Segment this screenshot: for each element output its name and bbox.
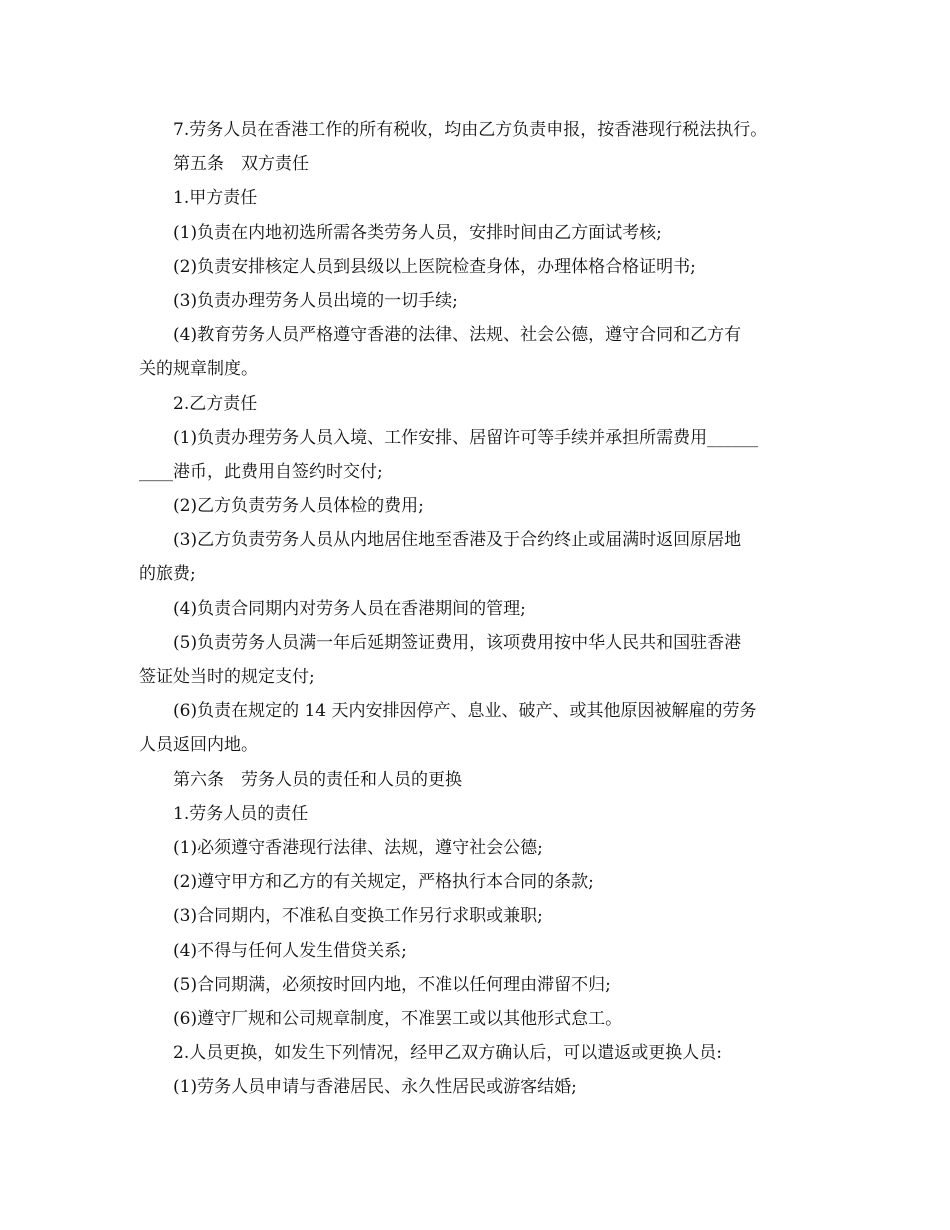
text-line: 7.劳务人员在香港工作的所有税收，均由乙方负责申报，按香港现行税法执行。 [173,120,768,140]
text-line: (2)乙方负责劳务人员体检的费用; [173,496,424,517]
document-body [139,113,814,1104]
text-line: (2)负责安排核定人员到县级以上医院检查身体，办理体格合格证明书; [173,256,696,277]
text-line: (4)教育劳务人员严格遵守香港的法律、法规、社会公德，遵守合同和乙方有 [173,325,742,346]
text-line: (1)必须遵守香港现行法律、法规，遵守社会公德; [173,837,543,858]
text-line: (6)负责在规定的 14 天内安排因停产、息业、破产、或其他原因被解雇的劳务 [173,701,757,722]
text-line: 1.甲方责任 [173,188,258,209]
text-line: (2)遵守甲方和乙方的有关规定，严格执行本合同的条款; [173,872,594,893]
text-line: 关的规章制度。 [139,359,258,380]
text-line: (4)不得与任何人发生借贷关系; [173,940,407,961]
text-line: 2.乙方责任 [173,393,258,414]
text-line: (3)乙方负责劳务人员从内地居住地至香港及于合约终止或届满时返回原居地 [173,530,742,551]
text-line: 第五条 双方责任 [173,154,309,175]
text-line: (3)负责办理劳务人员出境的一切手续; [173,290,458,311]
text-line: (5)负责劳务人员满一年后延期签证费用，该项费用按中华人民共和国驻香港 [173,632,742,653]
text-line: ____港币，此费用自签约时交付; [139,461,383,482]
text-line: (3)合同期内，不准私自变换工作另行求职或兼职; [173,906,543,927]
text-line: 第六条 劳务人员的责任和人员的更换 [173,769,462,790]
text-line: 2.人员更换，如发生下列情况，经甲乙双方确认后，可以遣返或更换人员: [173,1043,722,1064]
text-line: 人员返回内地。 [139,735,258,756]
text-line: (6)遵守厂规和公司规章制度，不准罢工或以其他形式怠工。 [173,1008,623,1029]
text-line: (1)劳务人员申请与香港居民、永久性居民或游客结婚; [173,1077,577,1098]
text-line: 签证处当时的规定支付; [139,667,315,687]
text-line: (1)负责在内地初选所需各类劳务人员，安排时间由乙方面试考核; [173,222,662,243]
text-line: 的旅费; [139,564,196,585]
text-line: (1)负责办理劳务人员入境、工作安排、居留许可等手续并承担所需费用______ [173,427,759,448]
text-line: (4)负责合同期内对劳务人员在香港期间的管理; [173,598,526,619]
text-line: 1.劳务人员的责任 [173,803,309,824]
text-line: (5)合同期满，必须按时回内地，不准以任何理由滞留不归; [173,974,611,995]
